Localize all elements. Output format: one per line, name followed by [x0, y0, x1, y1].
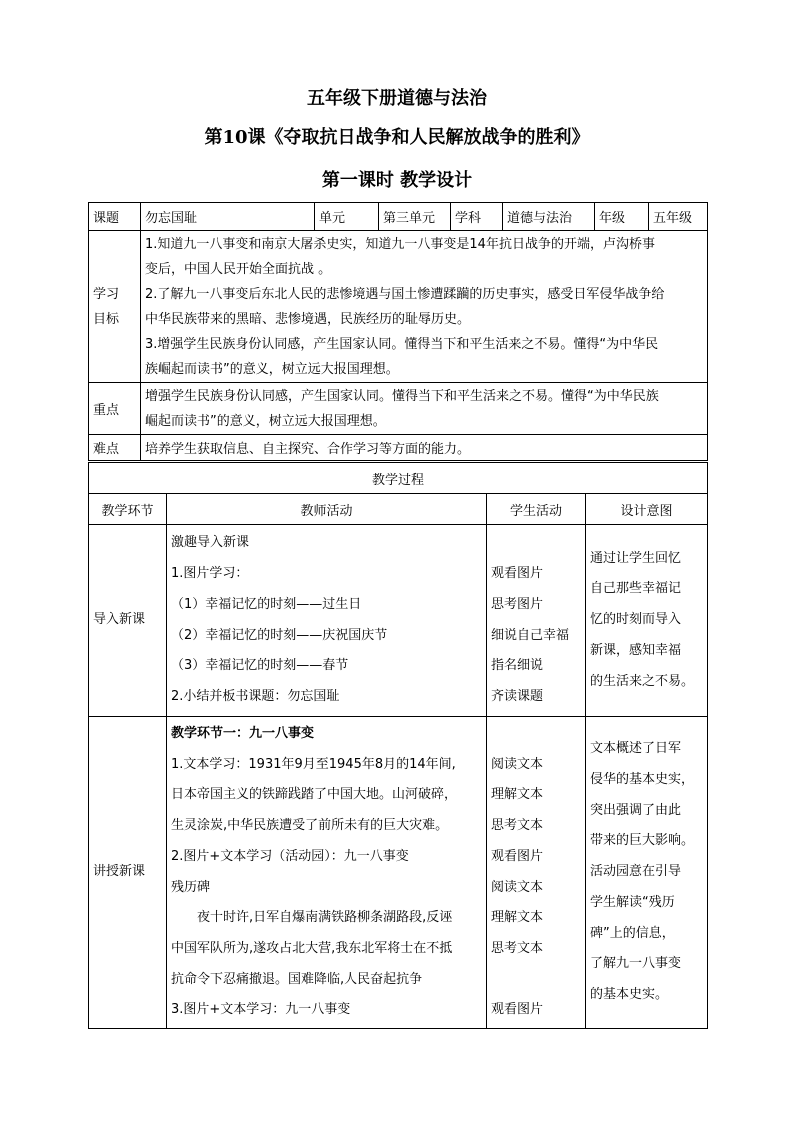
goal-line: 1.知道九一八事变和南京大屠杀史实，知道九一八事变是14年抗日战争的开端，卢沟桥事 [145, 236, 655, 252]
teacher-line: 2.图片+文本学习（活动园）：九一八事变 [171, 848, 409, 864]
intent-line: 了解九一八事变 [590, 956, 682, 972]
intent-line: 突出强调了由此 [590, 802, 682, 818]
student-line: 指名细说 [491, 658, 544, 674]
teacher-activity-cell [167, 717, 487, 1029]
teacher-line: （1）幸福记忆的时刻——过生日 [171, 596, 362, 612]
col-header-stage: 教学环节 [89, 494, 167, 525]
design-intent-cell [586, 525, 708, 717]
subject-label: 学科 [451, 203, 503, 231]
unit-value: 第三单元 [379, 203, 451, 231]
student-line: 细说自己幸福 [491, 627, 570, 643]
lesson-info-table [88, 202, 708, 461]
col-header-student: 学生活动 [487, 494, 586, 525]
student-line: 思考图片 [491, 596, 544, 612]
intent-line: 忆的时刻而导入 [590, 612, 682, 628]
student-activity-cell [487, 525, 586, 717]
grade-value: 五年级 [649, 203, 708, 231]
teacher-line: （2）幸福记忆的时刻——庆祝国庆节 [171, 627, 388, 643]
design-intent-cell [586, 717, 708, 1029]
goal-line: 族崛起而读书”的意义，树立远大报国理想。 [145, 361, 399, 377]
teacher-line: 生灵涂炭,中华民族遭受了前所未有的巨大灾难。 [171, 818, 449, 834]
key-line: 崛起而读书”的意义，树立远大报国理想。 [145, 413, 386, 429]
goal-line: 中华民族带来的黑暗、悲惨境遇，民族经历的耻辱历史。 [145, 311, 471, 327]
teacher-line: 2.小结并板书课题：勿忘国耻 [171, 688, 340, 704]
student-line [491, 965, 581, 996]
intent-line: 新课，感知幸福 [590, 642, 682, 658]
goals-label-line: 目标 [93, 311, 120, 327]
teacher-line: 1.文本学习：1931年9月至1945年8月的14年间, [171, 756, 456, 772]
key-line: 增强学生民族身份认同感，产生国家认同。懂得当下和平生活来之不易。懂得“为中华民族 [145, 388, 659, 404]
teacher-line: 激趣导入新课 [171, 535, 250, 551]
student-activity-cell [487, 717, 586, 1029]
teacher-line: 中国军队所为,遂攻占北大营,我东北军将士在不抵 [171, 940, 453, 956]
intent-line: 学生解读“残历 [590, 894, 675, 910]
stage-cell [89, 525, 167, 717]
teacher-line: 3.图片+文本学习：九一八事变 [171, 1002, 351, 1018]
col-header-intent: 设计意图 [586, 494, 708, 525]
student-line: 阅读文本 [491, 756, 544, 772]
session-title: 第一课时 教学设计 [321, 170, 473, 191]
goals-content [141, 231, 708, 383]
table-row [89, 717, 708, 1029]
topic-value: 勿忘国耻 [141, 203, 315, 231]
goals-label [89, 231, 141, 383]
student-line [491, 528, 581, 559]
subject-value: 道德与法治 [503, 203, 595, 231]
intent-line: 的基本史实。 [590, 986, 669, 1002]
teaching-step-heading: 教学环节一：九一八事变 [171, 725, 315, 741]
key-label: 重点 [89, 383, 141, 435]
intent-line: 碑”上的信息， [590, 925, 675, 941]
goals-label-line: 学习 [93, 286, 120, 302]
process-title: 教学过程 [89, 463, 708, 494]
intent-line: 活动园意在引导 [590, 864, 682, 880]
grade-label: 年级 [595, 203, 649, 231]
student-line: 思考文本 [491, 940, 544, 956]
goal-line: 2.了解九一八事变后东北人民的悲惨境遇与国土惨遭蹂躏的历史事实，感受日军侵华战争给 [145, 286, 665, 302]
student-line [491, 719, 581, 750]
difficulty-label: 难点 [89, 435, 141, 461]
student-line: 理解文本 [491, 910, 544, 926]
goal-line: 变后，中国人民开始全面抗战 。 [145, 261, 332, 277]
stage-cell [89, 717, 167, 1029]
teacher-line: 抗命令下忍痛撤退。国难降临,人民奋起抗争 [171, 971, 423, 987]
student-line: 思考文本 [491, 818, 544, 834]
intent-line: 文本概述了日军 [590, 741, 682, 757]
student-line: 齐读课题 [491, 688, 544, 704]
teacher-line: 残历碑 [171, 879, 211, 895]
table-row [89, 525, 708, 717]
student-line: 阅读文本 [491, 879, 544, 895]
student-line: 观看图片 [491, 848, 544, 864]
stage-name: 导入新课 [93, 612, 146, 628]
teacher-line: 日本帝国主义的铁蹄践踏了中国大地。山河破碎， [171, 787, 458, 803]
student-line: 观看图片 [491, 566, 544, 582]
teacher-line: 1.图片学习： [171, 566, 249, 582]
intent-line: 自己那些幸福记 [590, 581, 682, 597]
teaching-process-table [88, 462, 708, 1029]
goal-line: 3.增强学生民族身份认同感，产生国家认同。懂得当下和平生活来之不易。懂得“为中华民 [145, 336, 659, 352]
key-content [141, 383, 708, 435]
student-line: 观看图片 [491, 1002, 544, 1018]
teacher-line: （3）幸福记忆的时刻——春节 [171, 658, 349, 674]
topic-label: 课题 [89, 203, 141, 231]
teacher-activity-cell [167, 525, 487, 717]
intent-line: 通过让学生回忆 [590, 550, 682, 566]
teacher-line: 夜十时许,日军自爆南满铁路柳条湖路段,反诬 [197, 910, 453, 926]
intent-line: 带来的巨大影响。 [590, 833, 695, 849]
stage-name: 讲授新课 [93, 864, 146, 880]
intent-line: 的生活来之不易。 [590, 673, 695, 689]
col-header-teacher: 教师活动 [167, 494, 487, 525]
difficulty-content: 培养学生获取信息、自主探究、合作学习等方面的能力。 [141, 435, 708, 461]
document-title: 五年级下册道德与法治 [307, 88, 487, 109]
student-line: 理解文本 [491, 787, 544, 803]
lesson-title: 第10课《夺取抗日战争和人民解放战争的胜利》 [204, 127, 590, 148]
intent-line: 侵华的基本史实， [590, 772, 695, 788]
unit-label: 单元 [315, 203, 379, 231]
